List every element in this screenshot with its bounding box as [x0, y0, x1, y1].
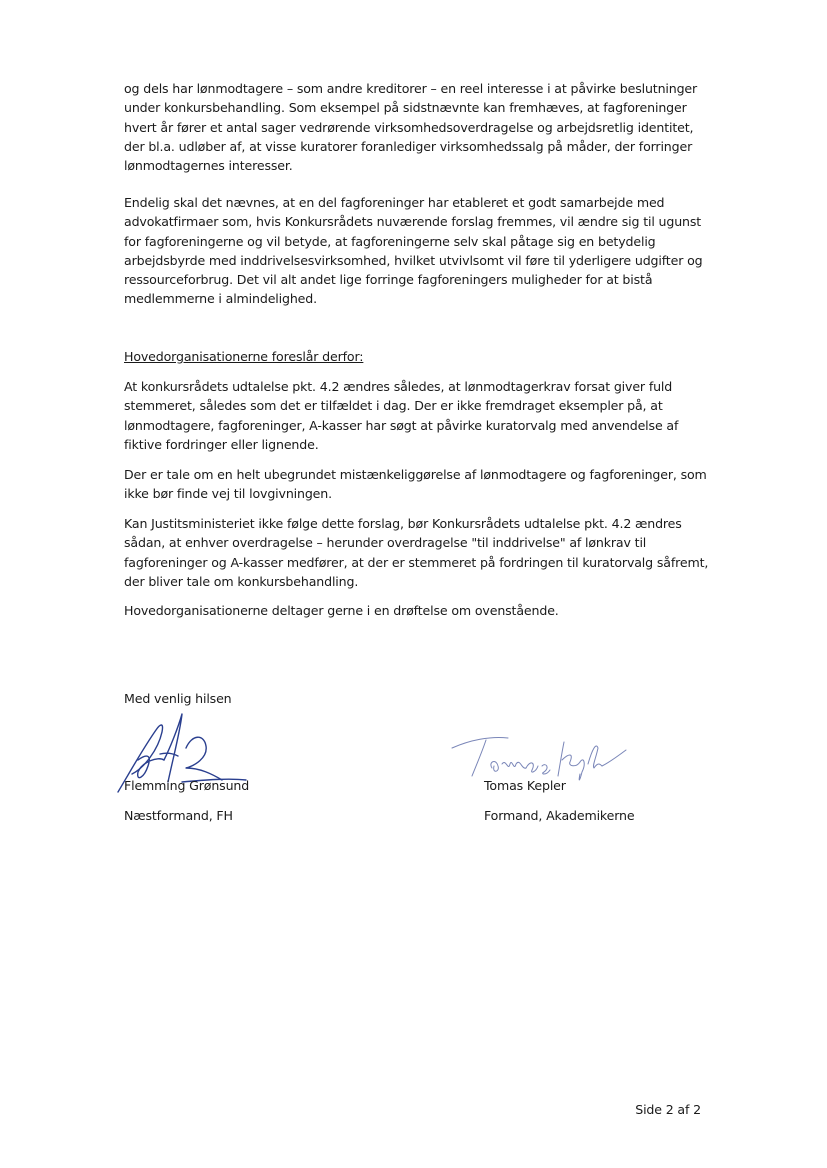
closing-salutation: Med venlig hilsen — [124, 691, 232, 706]
paragraph-3: At konkursrådets udtalelse pkt. 4.2 ændres således, at lønmodtagerkrav forsat giver fuld stemmeret, således som det er tilfældet i dag. Der er ikke fremdraget eksempler på, at lønmodtagere, fagforeninger, A-kasser har søgt at påvirke kuratorvalg med anvendelse af fiktive fordringer eller lignende. — [124, 379, 679, 452]
paragraph-1: og dels har lønmodtagere – som andre kreditorer – en reel interesse i at påvirke beslutninger under konkursbehandling. Som eksempel på sidstnævnte kan fremhæves, at fagforeninger hvert år fører et antal sager vedrørende virksomhedsoverdragelse og arbejdsretlig identitet, der bl.a. udløber af, at visse kuratorer foranlediger virksomhedssalg på måder, der forringer lønmodtagernes interesser. — [124, 81, 698, 174]
section-heading: Hovedorganisationerne foreslår derfor: — [124, 349, 364, 364]
signatory-right-title: Formand, Akademikerne — [484, 808, 635, 823]
page-number: Side 2 af 2 — [635, 1102, 701, 1117]
heading-wrap — [124, 347, 716, 366]
body-text — [124, 79, 716, 175]
paragraph-2-wrap — [124, 193, 716, 309]
paragraph-5: Kan Justitsministeriet ikke følge dette forslag, bør Konkursrådets udtalelse pkt. 4.2 ændres sådan, at enhver overdragelse – herunder overdragelse "til inddrivelse" af lønkrav til fagforeninger og A-kasser medfører, at der er stemmeret på fordringen til kuratorvalg såfremt, der bliver tale om konkursbehandling. — [124, 516, 709, 589]
paragraph-4-wrap — [124, 465, 716, 504]
signatory-left-name: Flemming Grønsund — [124, 778, 250, 793]
paragraph-4: Der er tale om en helt ubegrundet mistænkeliggørelse af lønmodtagere og fagforeninger, som ikke bør finde vej til lovgivningen. — [124, 467, 707, 502]
paragraph-5-wrap — [124, 514, 716, 591]
paragraph-2: Endelig skal det nævnes, at en del fagforeninger har etableret et godt samarbejde med advokatfirmaer som, hvis Konkursrådets nuværende forslag fremmes, vil ændre sig til ugunst for fagforeningerne og vil betyde, at fagforeningerne selv skal påtage sig en betydelig arbejdsbyrde med inddrivelsesvirksomhed, hvilket utvivlsomt vil føre til yderligere udgifter og ressourceforbrug. Det vil alt andet lige forringe fagforeningers muligheder for at bistå medlemmerne i almindelighed. — [124, 195, 703, 307]
paragraph-6: Hovedorganisationerne deltager gerne i en drøftelse om ovenstående. — [124, 603, 559, 618]
paragraph-3-wrap — [124, 377, 716, 454]
signatory-right-name: Tomas Kepler — [484, 778, 566, 793]
paragraph-6-wrap — [124, 601, 716, 620]
signatory-left-title: Næstformand, FH — [124, 808, 233, 823]
